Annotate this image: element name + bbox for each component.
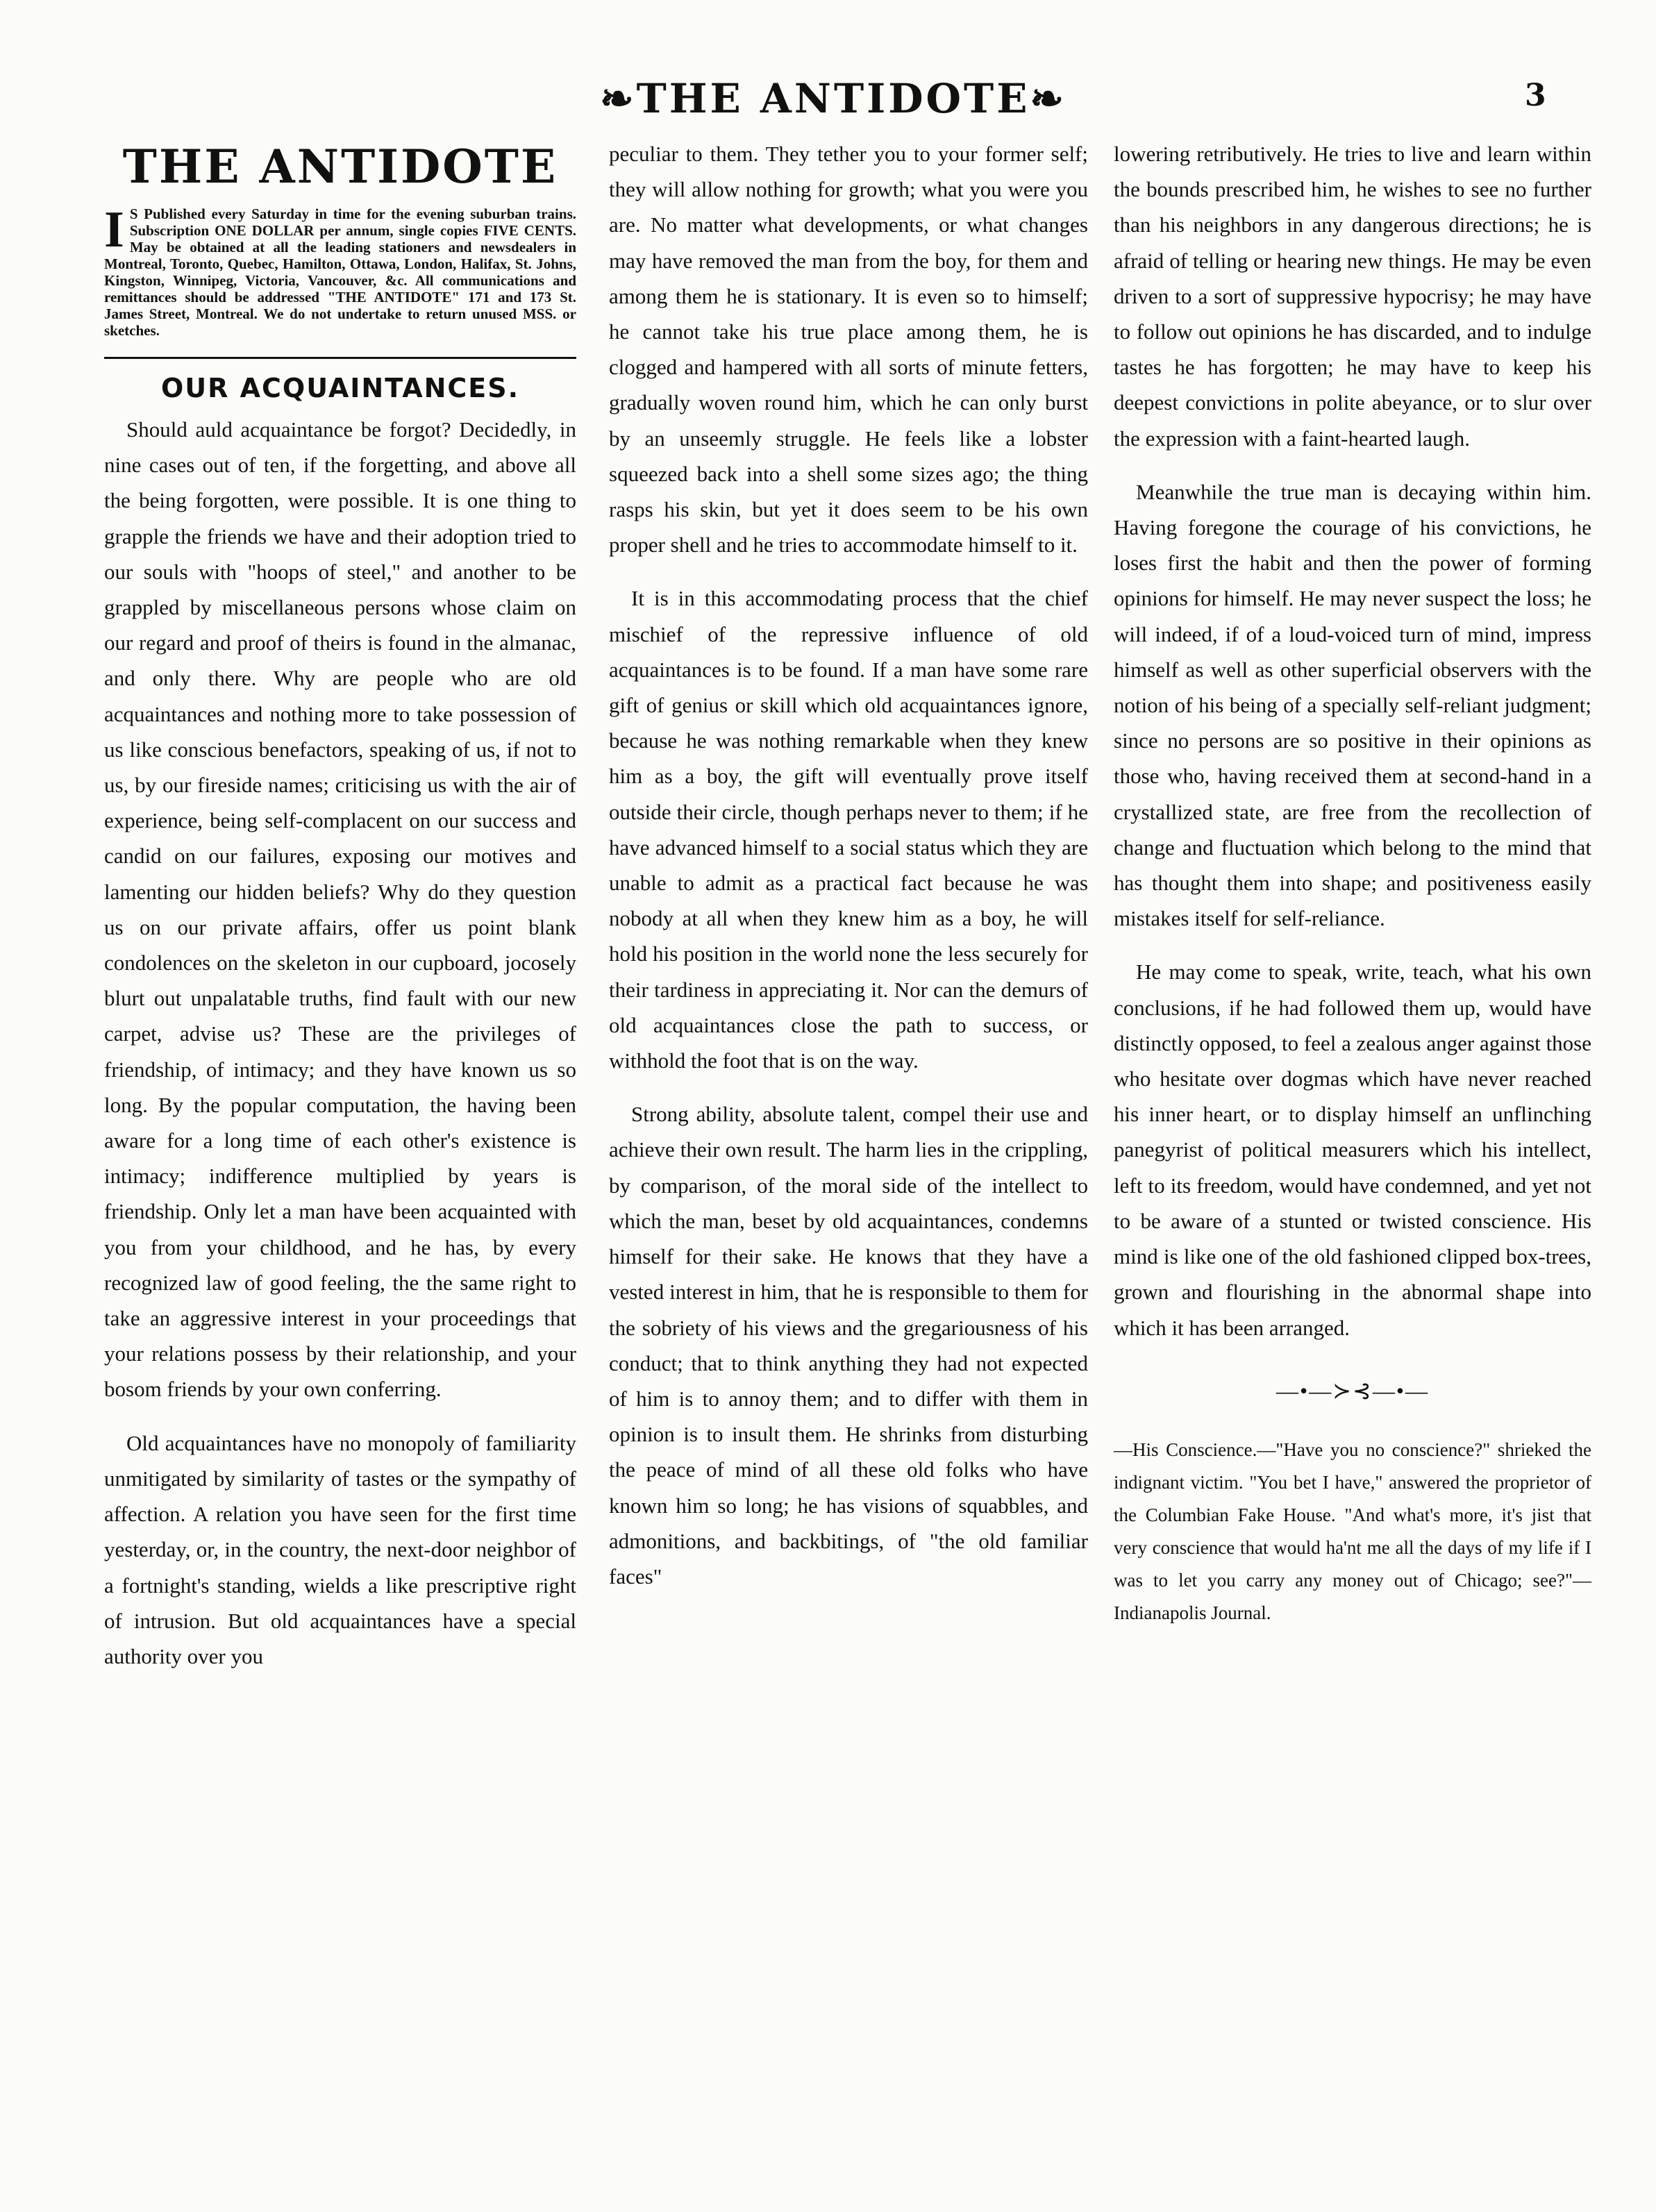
masthead-notice xyxy=(104,201,576,339)
article-heading: OUR ACQUAINTANCES. xyxy=(160,373,520,403)
column-1 xyxy=(104,132,576,1692)
article-paragraph: Strong ability, absolute talent, compel their use and achieve their own result. The harm lies in the crippling, by comparison, of the moral side of the intellect to which the man, beset by old acquaintances, condemns himself for their sake. He knows that they have a vested interest in him, that he is responsible to them for the sobriety of his views and the gregariousness of his conduct; that to think anything they had not expected of him is to annoy them; and to differ with them in opinion is to insult them. He shrinks from disturbing the peace of mind of all these old folks who have known him so long; he has visions of squabbles, and admonitions, and backbitings, of "the old familiar faces" xyxy=(609,1102,1088,1589)
squib-text: —His Conscience.—"Have you no conscience?" shrieked the indignant victim. "You bet I have," answered the proprietor of the Columbian Fake House. "And what's more, it's jist that very conscience that would ha'nt me all the days of my life if I was to let you carry any money out of Chicago; see?"—Indianapolis Journal. xyxy=(1114,1439,1591,1623)
article-paragraph: It is in this accommodating process that the chief mischief of the repressive influence of old acquaintances is to be found. If a man have some rare gift of genius or skill which old acquaintances ignore, because he was nothing remarkable when they knew him as a boy, the gift will eventually prove itself outside their circle, though perhaps never to them; if he have advanced himself to a social status which they are unable to admit as a practical fact because he was nobody at all when they knew him as a boy, he will hold his position in the world none the less securely for their tardiness in appreciating it. Nor can the demurs of old acquaintances close the path to success, or withhold the foot that is on the way. xyxy=(609,586,1088,1073)
article-paragraph: Meanwhile the true man is decaying within him. Having foregone the courage of his convictions, he loses first the habit and then the power of forming opinions for himself. He may never suspect the loss; he will indeed, if of a loud-voiced turn of mind, impress himself as well as other superficial observers with the notion of his being of a specially self-reliant judgment; since no persons are so positive in their opinions as those who, having received them at second-hand in a crystallized state, are free from the recollection of change and fluctuation which belong to the mind that has thought them into shape; and positiveness easily mistakes itself for self-reliance. xyxy=(1114,479,1591,931)
notice-dropcap: I xyxy=(104,201,124,258)
squib xyxy=(1114,1434,1591,1629)
article-paragraph: Old acquaintances have no monopoly of familiarity unmitigated by similarity of tastes or the sympathy of affection. A relation you have seen for the first time yesterday, or, in the country, the next-door neighbor of a fortnight's standing, wields a like prescriptive right of intrusion. But old acquaintances have a special authority over you xyxy=(104,1430,576,1668)
running-head: ❧THE ANTIDOTE❧ xyxy=(599,75,1067,122)
column-2 xyxy=(609,136,1088,1612)
column-3 xyxy=(1114,136,1591,1648)
notice-text: S Published every Saturday in time for the evening suburban trains. Subscription ONE DOLLAR per annum, single copies FIVE CENTS. May be obtained at all the leading stationers and newsdealers in Montreal, Toronto, Quebec, Hamilton, Ottawa, London, Halifax, St. Johns, Kingston, Winnipeg, Victoria, Vancouver, &c. All communications and remittances should be addressed "THE ANTIDOTE" 171 and 173 St. James Street, Montreal. We do not undertake to return unused MSS. or sketches. xyxy=(104,206,576,339)
masthead-title: THE ANTIDOTE xyxy=(122,140,558,194)
article-paragraph: Should auld acquaintance be forgot? Decidedly, in nine cases out of ten, if the forgetting, and above all the being forgotten, were possible. It is one thing to grapple the friends we have and their adoption tried to our souls with "hoops of steel," and another to be grappled by miscellaneous persons whose claim on our regard and proof of theirs is found in the almanac, and only there. Why are people who are old acquaintances and nothing more to take possession of us like conscious benefactors, speaking of us, if not to us, by our fireside names; criticising us with the air of experience, being self-complacent on our success and candid on our failures, exposing our motives and lamenting our hidden beliefs? Why do they question us on our private affairs, offer us point blank condolences on the skeleton in our cupboard, jocosely blurt out unpalatable truths, find fault with our new carpet, advise us? These are the privileges of friendship, of intimacy; and they have known us so long. By the popular computation, the having been aware for a long time of each other's existence is intimacy; indifference multiplied by years is friendship. Only let a man have been acquainted with you from your childhood, and he has, by every recognized law of good feeling, the the same right to take an aggressive interest in your proceedings that your relations possess by their relationship, and your bosom friends by your own conferring. xyxy=(104,417,576,1402)
article-paragraph: lowering retributively. He tries to live and learn within the bounds prescribed him, he wishes to see no further than his neighbors in any dangerous directions; he is afraid of telling or hearing new things. He may be even driven to a sort of suppressive hypocrisy; he may have to follow out opinions he has discarded, and to indulge tastes he has forgotten; he may have to keep his deepest convictions in polite abeyance, or to slur over the expression with a faint-hearted laugh. xyxy=(1114,142,1591,451)
ornament-divider: —•—≻⊰—•— xyxy=(1276,1377,1430,1403)
masthead-rule xyxy=(104,357,576,359)
article-paragraph: peculiar to them. They tether you to your former self; they will allow nothing for growth; what you were you are. No matter what developments, or what changes may have removed the man from the boy, for them and among them he is stationary. It is even so to himself; he cannot take his true place among them, he is clogged and hampered with all sorts of minute fetters, gradually woven round him, which he can only burst by an unseemly struggle. He feels like a lobster squeezed back into a shell some sizes ago; the thing rasps his skin, but yet it does seem to be his own proper shell and he tries to accommodate himself to it. xyxy=(609,142,1088,558)
page-number: 3 xyxy=(1525,78,1546,113)
article-paragraph: He may come to speak, write, teach, what his own conclusions, if he had followed them up, would have distinctly opposed, to feel a zealous anger against those who hesitate over dogmas which have never reached his inner heart, or to display himself an unflinching panegyrist of political measurers which his intellect, left to its freedom, would have condemned, and yet not to be aware of a stunted or twisted conscience. His mind is like one of the old fashioned clipped box-trees, grown and flourishing in the abnormal shape into which it has been arranged. xyxy=(1114,960,1591,1340)
